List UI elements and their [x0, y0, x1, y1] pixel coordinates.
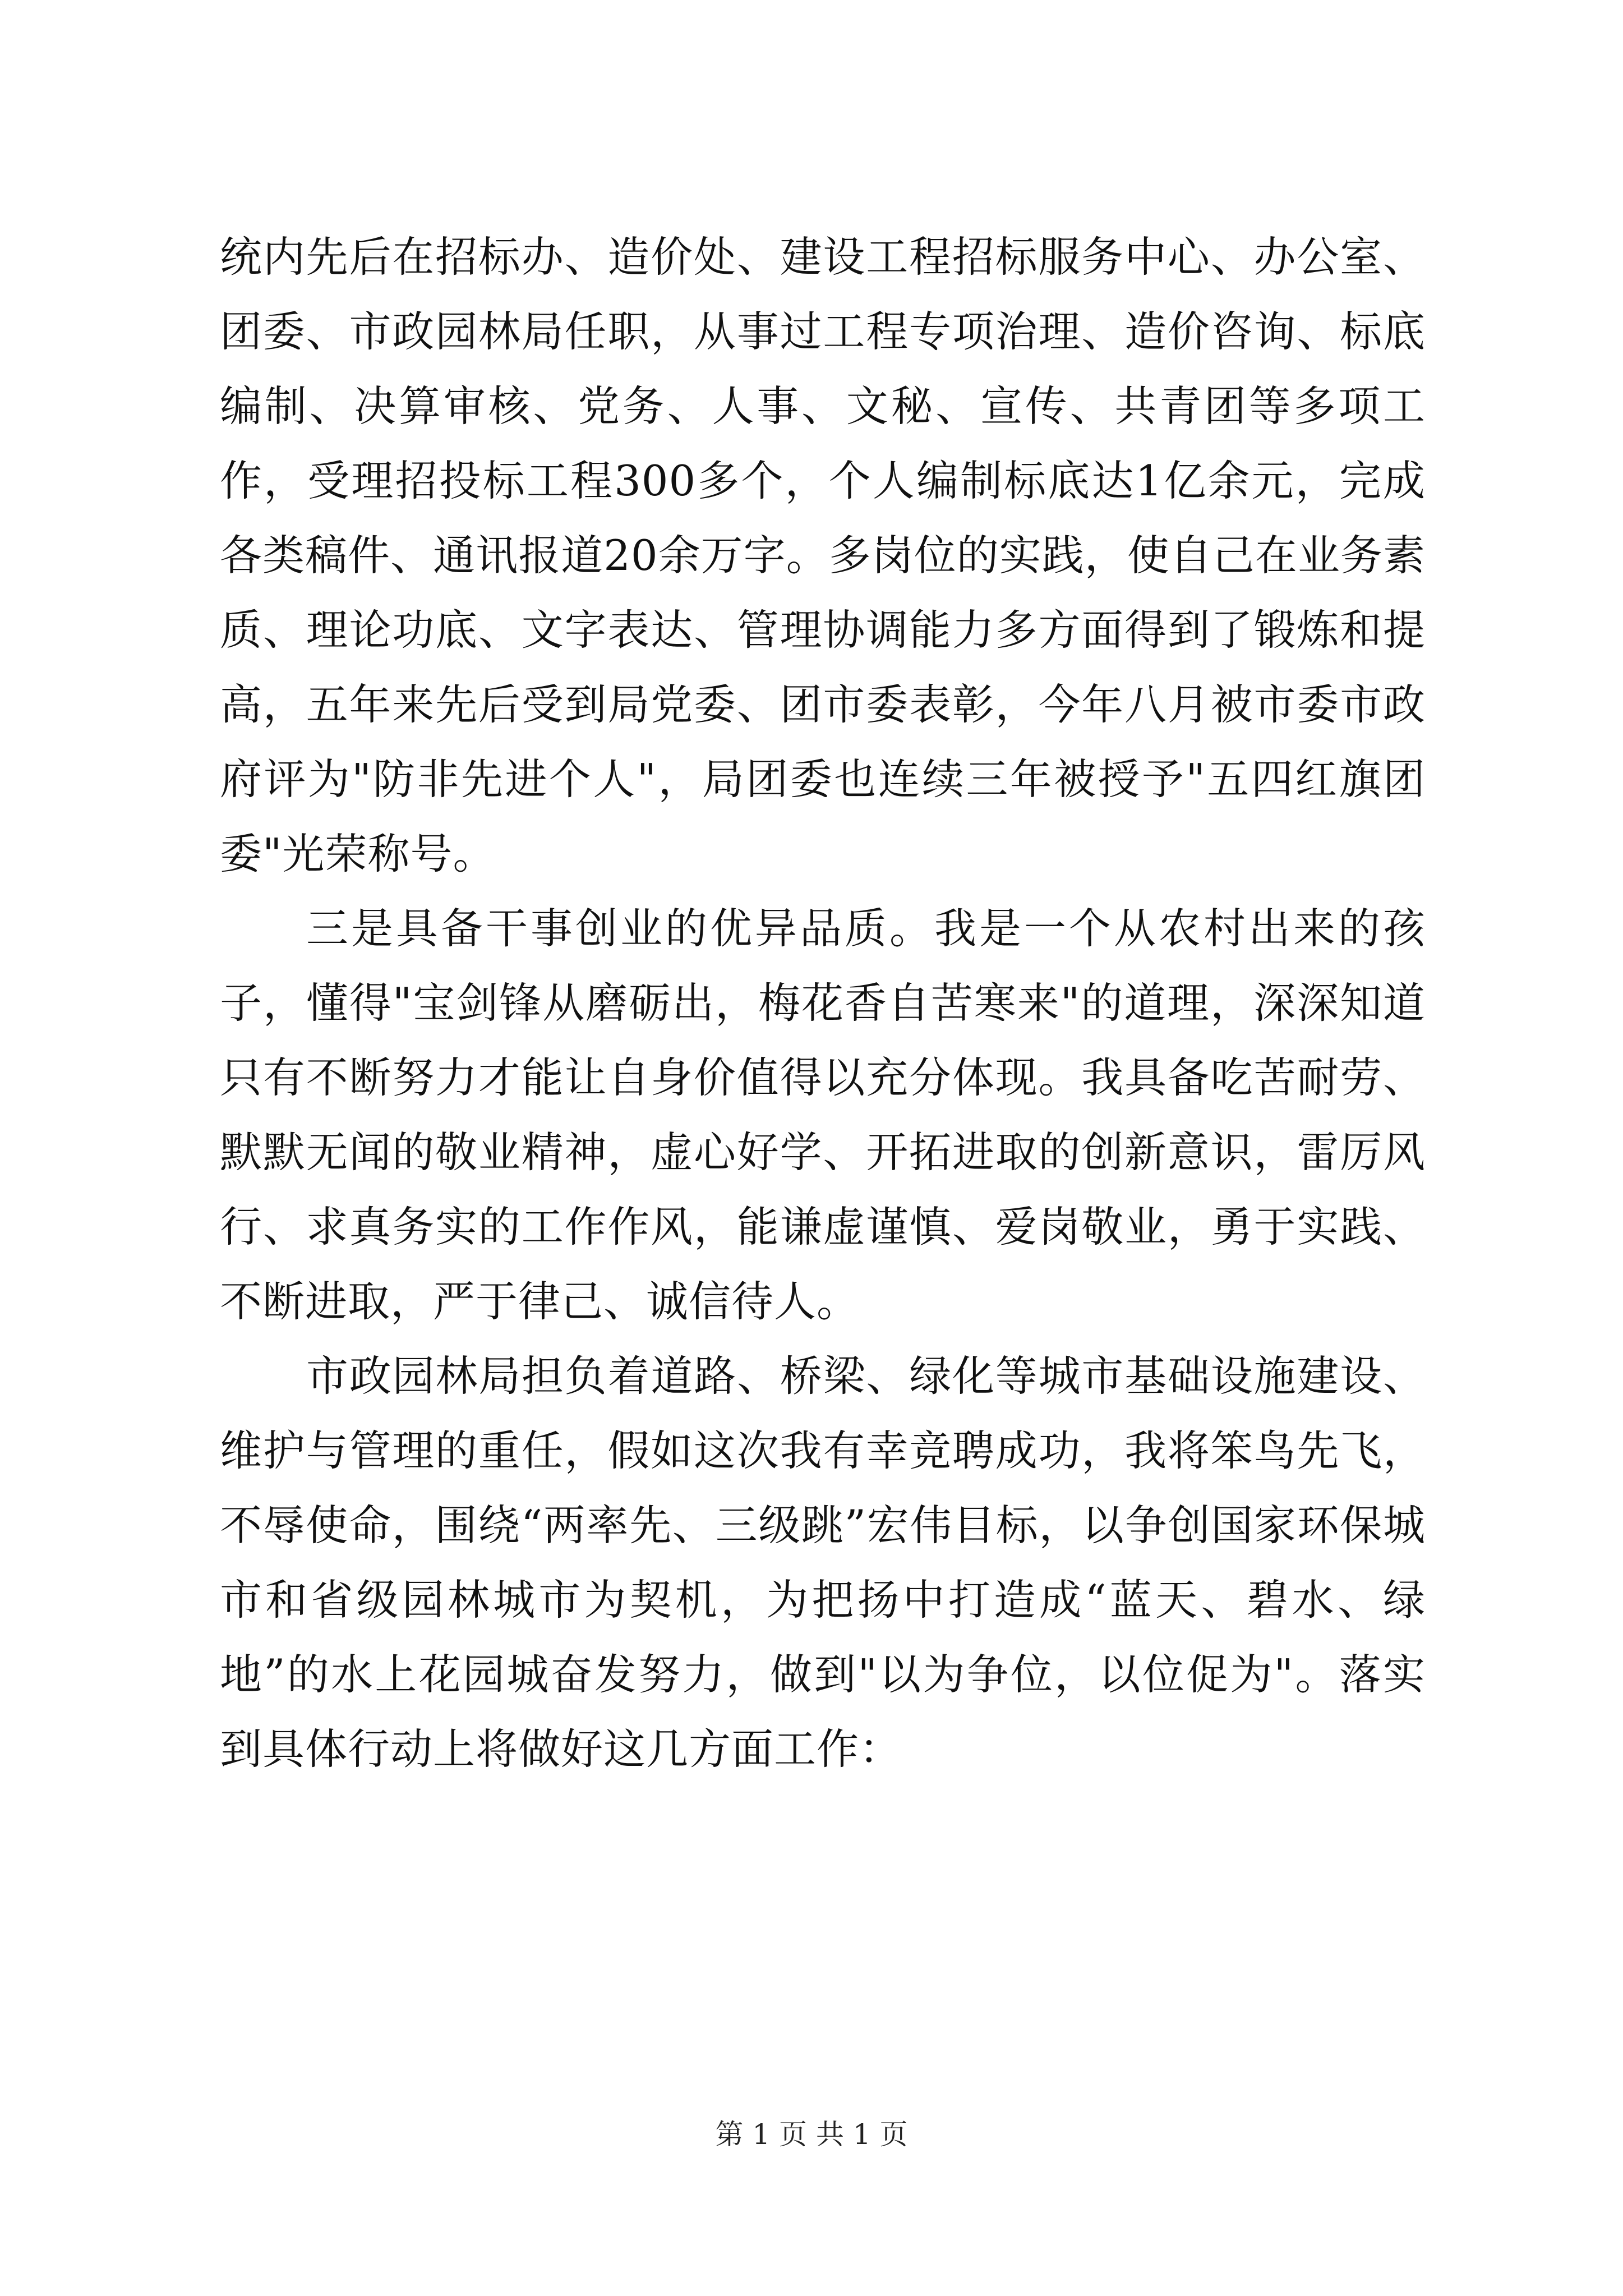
page-number-footer: 第 1 页 共 1 页	[715, 2118, 908, 2151]
paragraph-commitment: 市政园林局担负着道路、桥梁、绿化等城市基础设施建设、维护与管理的重任，假如这次我有幸竞聘成功，我将笨鸟先飞，不辱使命，围绕“两率先、三级跳”宏伟目标，以争创国家环保城市和省级园林城市为契机，为把扬中打造成“蓝天、碧水、绿地”的水上花园城奋发努力，做到"以为争位，以位促为"。落实到具体行动上将做好这几方面工作：	[220, 1351, 1426, 1774]
document-body	[220, 220, 1426, 1787]
paragraph-qualities: 三是具备干事创业的优异品质。我是一个从农村出来的孩子，懂得"宝剑锋从磨砺出，梅花香自苦寒来"的道理，深深知道只有不断努力才能让自身价值得以充分体现。我具备吃苦耐劳、默默无闻的敬业精神，虚心好学、开拓进取的创新意识，雷厉风行、求真务实的工作作风，能谦虚谨慎、爱岗敬业，勇于实践、不断进取，严于律己、诚信待人。	[220, 904, 1426, 1326]
paragraph-continuation: 统内先后在招标办、造价处、建设工程招标服务中心、办公室、团委、市政园林局任职，从事过工程专项治理、造价咨询、标底编制、决算审核、党务、人事、文秘、宣传、共青团等多项工作，受理招投标工程300多个，个人编制标底达1亿余元，完成各类稿件、通讯报道20余万字。多岗位的实践，使自己在业务素质、理论功底、文字表达、管理协调能力多方面得到了锻炼和提高，五年来先后受到局党委、团市委表彰，今年八月被市委市政府评为"防非先进个人"，局团委也连续三年被授予"五四红旗团委"光荣称号。	[220, 232, 1426, 878]
